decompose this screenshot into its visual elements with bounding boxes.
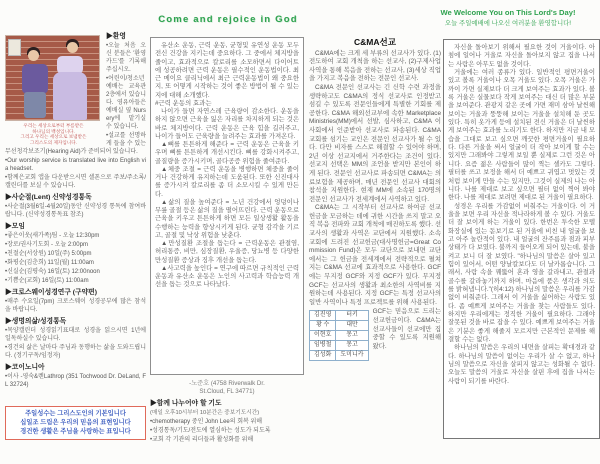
announcement-item: •오늘 처음 오신 분들은 '환영카드'를 기록해 주십시오.	[106, 43, 146, 73]
church-motto-box	[5, 406, 146, 440]
table-row	[310, 351, 369, 361]
table-row	[310, 311, 369, 321]
announcement-item: •함께은교회 앱을 다운받으시면 셀폰으로 주보/주소록/캘린더를 보실 수 있습니다.	[5, 175, 146, 189]
missionary-name: 이현호	[310, 331, 336, 341]
announcement-item: •어린이/청소년 예배는 교육관 2층에서 있습니다. 영유아들은 예배실 옆 Nursery에 맡기실 수 있습니다.	[106, 76, 146, 130]
person-left-face	[28, 50, 39, 61]
announcement-item: •설교를 선명하게 들을 수 있는 무선청각보조기(Hearing Aid)가 준비되어 있습니다.	[5, 133, 146, 155]
person-right-face	[67, 42, 78, 53]
missionary-field: 대만	[336, 321, 368, 331]
health-paragraph: 나이가 들면 자연스레 근육량이 감소한다. 운동을 하지 않으면 근육을 잃은 자리를 차지하게 되는 것은 바로 체지방이다. 근력 운동은 근육 힘을 길러주고, 나이가 들어도 근육량을 늘려주는 효과를 가져온다.	[155, 108, 299, 140]
meeting-item: •기쁨순(교회) 16일(토) 11:00am	[5, 278, 89, 284]
section-crossway	[5, 289, 146, 314]
table-row	[310, 331, 369, 341]
prayer-item: •성경통독/기도/전도에 열심하는 성도가 되도록	[150, 428, 271, 434]
announcements-column	[5, 33, 146, 390]
missionary-name: 황 수	[310, 321, 336, 331]
motto-box-line: 경건한 생활은 주님을 사랑하는 표입니다	[20, 428, 131, 436]
health-column	[150, 37, 304, 445]
announcement-item: •이사 -영숙&렌Lathrop (351 Tochwood Dr. DeLand, FL 32724)	[5, 374, 146, 388]
person-left-body	[22, 64, 48, 94]
health-paragraph: #근력 운동의 효과는	[155, 99, 212, 107]
attribution-line: -노준호 (4758 Riverwalk Dr.	[189, 380, 265, 387]
devotional-box	[443, 39, 600, 439]
missionary-field: 몽고	[336, 331, 368, 341]
section-life-title: ▶생명의삶/성경통독	[5, 318, 67, 325]
prayer-subtitle: (매일 오후10시부터 10분간은 중보기도시간)	[150, 410, 260, 416]
welcome-banner	[418, 8, 598, 27]
health-paragraph: ▲뼈를 튼튼하게 해준다 = 근력 운동은 근육을 키우며 뼈를 튼튼하게 개선시킨다. 뼈를 강화시켜주고, 골질량을 증가시키며, 골다공증 위험을 줄여준다.	[155, 141, 299, 165]
section-koinonia-title: ▶코이노니아	[5, 364, 45, 371]
devotional-paragraph: 자신을 돌아보기 위해서 필요한 것이 거울이다. 아침에 일어나 거울로 자신을 돌아보지 않고 집을 나서는 사람은 아무도 없을 것이다.	[448, 44, 595, 68]
greeters-photo	[5, 35, 100, 121]
health-paragraph: ▲삶의 질을 높여준다 = 노년 건강에서 엉덩이나 무릎 골절 등은 삶의 질을 떨어뜨린다. 근력 운동으로 근육을 키우고 튼튼하게 하면 모든 일상생활 활동을 수행하는 능력을 향상시키게 된다. 균형 감각을 기르고, 골절 및 낙상 위험을 낮춘다.	[155, 198, 299, 239]
photo-placard	[8, 39, 21, 56]
person-left-skirt	[24, 92, 46, 118]
caption-line: 그리고 우리는 세상으로 보냄받은	[20, 134, 87, 140]
caption-line: 하나님의 백성입니다.	[32, 128, 75, 134]
devotional-paragraph: 하나님의 말씀은 우리의 내면을 살피는 확대경과 같다. 하나님의 말씀이 없이는 우리가 살 수 없고, 하나님의 말씀으로 자신을 살피지 않고는 성화될 수 없다. 오늘도 말씀의 거울로 자신을 살핀 후에 집을 나서는 사람이 되기를 바란다.	[448, 344, 595, 385]
missions-title: C&MA선교	[354, 37, 396, 47]
announcement-item: •Our worship service is translated live into English via headset.	[5, 158, 146, 172]
meeting-item: •화평순(김춘희) 11일(월) 11:00am	[5, 260, 94, 266]
health-paragraph: ▲사고력을 높인다 = 연구에 따르면 규칙적인 근력 운동과 유산소 운동은 노인의 사고력과 학습능력 개선을 돕는 것으로 나타났다.	[155, 264, 300, 289]
attribution-line: St.Cloud, FL 34771)	[199, 388, 255, 395]
prayer-item: •chemotherapy 중인 John Lee의 회복 위해	[150, 419, 263, 425]
photo-caption	[5, 123, 102, 145]
table-row	[310, 341, 369, 351]
section-meetings	[5, 223, 146, 285]
missions-paragraph: C&MA에는 크게 세 부류의 선교사가 있다. (1)전도하여 교회 개척을 하는 선교사, (2)구제사업 사역을 통해 복음을 전하는 선교사, (3)세상 직업을 가지고 복음을 전하는 전문인 선교사.	[309, 49, 441, 83]
motto-box-line: 십일조 드림은 우리의 믿음의 표현입니다	[20, 419, 131, 427]
missions-column	[309, 38, 441, 361]
section-crossway-title: ▶크로스웨이성경연구 (구약편)	[5, 289, 98, 296]
section-koinonia	[5, 364, 146, 389]
photo-block	[5, 35, 102, 145]
missionary-table	[309, 310, 369, 361]
missionary-field: 터키	[336, 311, 368, 321]
section-lent	[5, 194, 146, 219]
announcement-item: •경건의 삶은 날마다 주님과 동행하는 삶을 도와드립니다. (정기구독/임정자)	[5, 345, 146, 359]
section-life	[5, 318, 146, 360]
section-welcome-title: ▶환영	[106, 33, 126, 40]
announcement-item: •사순절(3월6일-4월20일)동안 신약성경 통독에 참여바랍니다. (신약성경통독표 참조)	[5, 204, 146, 218]
person-right-hanbok	[53, 72, 87, 120]
caption-line: 우리는 세상으로부터 부름받은	[23, 123, 84, 128]
section-meetings-title: ▶모임	[5, 223, 25, 230]
article-attribution	[150, 380, 304, 396]
missionary-field: 몽고	[336, 341, 368, 351]
announcement-item: •목양캘린더 성경읽기표대로 성경을 읽으시면 1년에 일독하실수 있습니다.	[5, 328, 146, 342]
health-paragraph: ▲만성질환 조절을 돕는다 = 근력운동은 관절염, 허리통증, 비만, 심장질환, 우울증, 당뇨병 등 다양한 만성질환 증상과 징후 개선을 돕는다.	[155, 240, 299, 264]
missions-paragraph: C&MA 전문인 선교사는 긴 신학 수련 과정을 생략하고도 C&MA의 정식 선교사로 인정받고 섬길 수 있도록 전문인들에게 특별한 기회를 제공한다. C&MA 해외선교부에 속한 Marketplace Ministries(MM)에서 선발, 심사하고, C&MA 이사회에서 인준받아 선교사로 파송된다. C&MA 교회를 섬기는 교인은 전문인 선교사가 될 수 있다. 다만 비자를 스스로 해결할 수 있어야 하며, 2년 이상 선교지에서 거주한다는 조건이 있다. 선교지 선택은 MM의 조언을 받지만 본인이 하게 된다. 전문인 선교사로 파송되면 C&MA는 의료보험을 제공하며, 매년 전문인 선교사 대회의 참석을 지원한다. 현재 MM에 소속된 170명의 전문인 선교사가 전세계에서 사역하고 있다.	[309, 83, 441, 203]
section-lent-title: ▶사순절(Lent) 신약성경통독	[5, 194, 92, 201]
table-row	[310, 321, 369, 331]
prayer-section	[150, 400, 304, 444]
announcement-item: •매주 수요일(7pm) 크로스웨이 성경공부에 많은 참석을 바랍니다.	[5, 299, 146, 313]
health-article-box	[150, 37, 304, 375]
motto-box-line: 주일성수는 그리스도인의 기본입니다	[25, 410, 126, 417]
missionary-table-zone	[309, 308, 441, 359]
meeting-item: •좋은이웃(새가족)팀 - 오늘 12:30pm	[5, 233, 100, 239]
meeting-item: •장로/권사기도회 - 오늘 2:00pm	[5, 242, 88, 248]
health-paragraph: ▲체중 조절 = 근력 운동을 병행하면 체중을 줄이거나 건강하게 유지하는데 도움된다. 또한 신진대사를 증가시켜 칼로리를 좀 더 소모시킬 수 있게 만든다.	[155, 165, 299, 198]
prayer-item: •교회 각 기관의 리더들과 활성화를 위해	[150, 437, 254, 443]
devotional-paragraph: 성경은 우리를 가감없이 비춰주는 거울이다. 이 거울을 보면 우리 자신을 적나라하게 볼 수 있다. 거울도 더 잘 보이게 하는 거울이 있다. 한번은 투숙한 모텔 화장실에 있는 돋보기로 된 거울에 비친 내 얼굴을 보고 아주 놀란적이 있다. 내 얼굴의 잔주름과 점과 피부상태가 다 보였다. 불까지 들어오게 되어 있는데, 불을 켜고 보니 더 잘 보였다. "하나님의 말씀은 살아 있고 힘이 있어서, 어떤 양날칼보다도 더 날카롭습니다. 그래서, 사람 속을 꿰뚫어 혼과 영을 갈라내고, 관절과 골수를 갈라놓기까지 하며, 마음에 품은 생각과 의도를 밝혀냅니다."(히4:12) 하나님의 말씀은 우리를 가감 없이 비춰준다. 그래서 이 거울을 싫어하는 사람도 있다. 좀 예쁘게 보여주는 거울을 찾는 사람들도 있다. 하지만 우리에게는 정직한 거울이 필요하다. 그래야 잘못된 것을 바로 잡을 수 있다. 예쁘게 보여주는 거울은 기분은 좋게 해줄지 모르지만 근본적인 문제를 해결할 수는 없다.	[448, 202, 595, 344]
caption-line: 그리스도의 제자입니다.	[30, 139, 77, 145]
missionary-name: 김진영	[310, 311, 336, 321]
welcome-line-ko: 오늘 주일예배에 나오신 여러분을 환영합니다!	[444, 20, 572, 27]
prayer-title: ▶함께 나누어야 할 기도	[150, 400, 222, 407]
missions-paragraph-wrap: GCF는 믿음으로 드리는 선교헌금이다. C&MA는 선교사들이 선교에만 집중할 수 있도록 지원해 왔다.	[372, 308, 441, 350]
page-motto: Come and rejoice in God	[158, 14, 298, 25]
missionary-name: 임병철	[310, 341, 336, 351]
missions-paragraph: C&MA는 그 시작부터 선교사로 하여금 선교헌금을 모금하는 데에 귀한 시간을 쓰지 말고 오직 복음 전파와 교회 개척에 매진하도록 했다. 선교사의 생활과 사역은 교단에서 지원했다. 소속 교회에 드려진 선교헌금(대사명헌금=Great Commission Fund)은 모두 교단으로 보내면 교단에서는 그 헌금을 전세계에서 전략적으로 펼쳐지는 C&MA 선교에 효과적으로 사용한다. GCF에는 무지정 GCF와 지정 GCF가 있다. 무지정 GCF는 선교사의 생활과 최소한의 사역비를 지원하는데 사용된다. 지정 GCF는 특정 선교사의 일반 사역이나 특정 프로젝트를 위해 사용된다.	[309, 204, 441, 306]
welcome-line-en: We Welcome You on This Lord's Day!	[440, 8, 576, 17]
meeting-item: •친절순(서상원) 10일(주) 5:00pm	[5, 251, 92, 257]
missionary-name: 김성화	[310, 351, 336, 361]
meeting-item: •신실순(김평숙) 16일(토) 12:00noon	[5, 269, 100, 275]
devotional-paragraph: 거울에는 여러 종류가 있다. 일반적인 평면거울이 있고 볼록 거울이나 오목 거울도 있다. 오목 거울은 가까이 가면 실제보다 더 크게 보여주는 효과가 있다. 볼록 거울은 실물보다 작게 보여주는 대신 더 많은 부분을 보여준다. 관광지 같은 곳에 가면 재미 삼아 날씬해 보이는 거울과 뚱뚱해 보이는 거울을 설치해 둔 곳도 있다. 특히 옷가게 등에 설치된 전신 거울은 더 날씬하게 보여주는 효과를 노리기도 한다. 하지만 지금 내 모습을 그대로 보고 싶으면 깨끗한 평면거울이 필요하다. 다른 거울을 써서 얼굴이 더 작아 보이게 할 수는 있지만 그래봐야 그렇게 보일 뿐 실제로 그런 것은 아니다. 요즘 젊은 사람들이 많이 찍는 셀카도 그렇다. 필터를 쓰고 보정을 해서 더 예쁘고 귀엽고 멋있는 것처럼 보이게 만들 수는 있지만, 그것이 실제의 나는 아니다. 나를 제대로 보고 싶으면 필터 없이 찍어 봐야 한다. 나를 제대로 보려면 제대로 된 거울이 필요하다.	[448, 69, 595, 202]
missionary-field: 도미니카	[336, 351, 368, 361]
health-paragraph: 유산소 운동, 근력 운동, 균형및 유연성 운동 모두 전신 건강을 지키는데 중요하다. 그 중에서 체지방을 줄이고, 효과적으로 칼로리를 소모하면서 다이어트에 성공하려면 근력 운동은 필수적인 운동법이다. 최근 메이요 클리닉에서 최근 근력운동법이 왜 중요한지, 또 어떻게 시작하는 것이 좋은 방법이 될 수 있는지에 대해 소개했다.	[155, 42, 299, 99]
